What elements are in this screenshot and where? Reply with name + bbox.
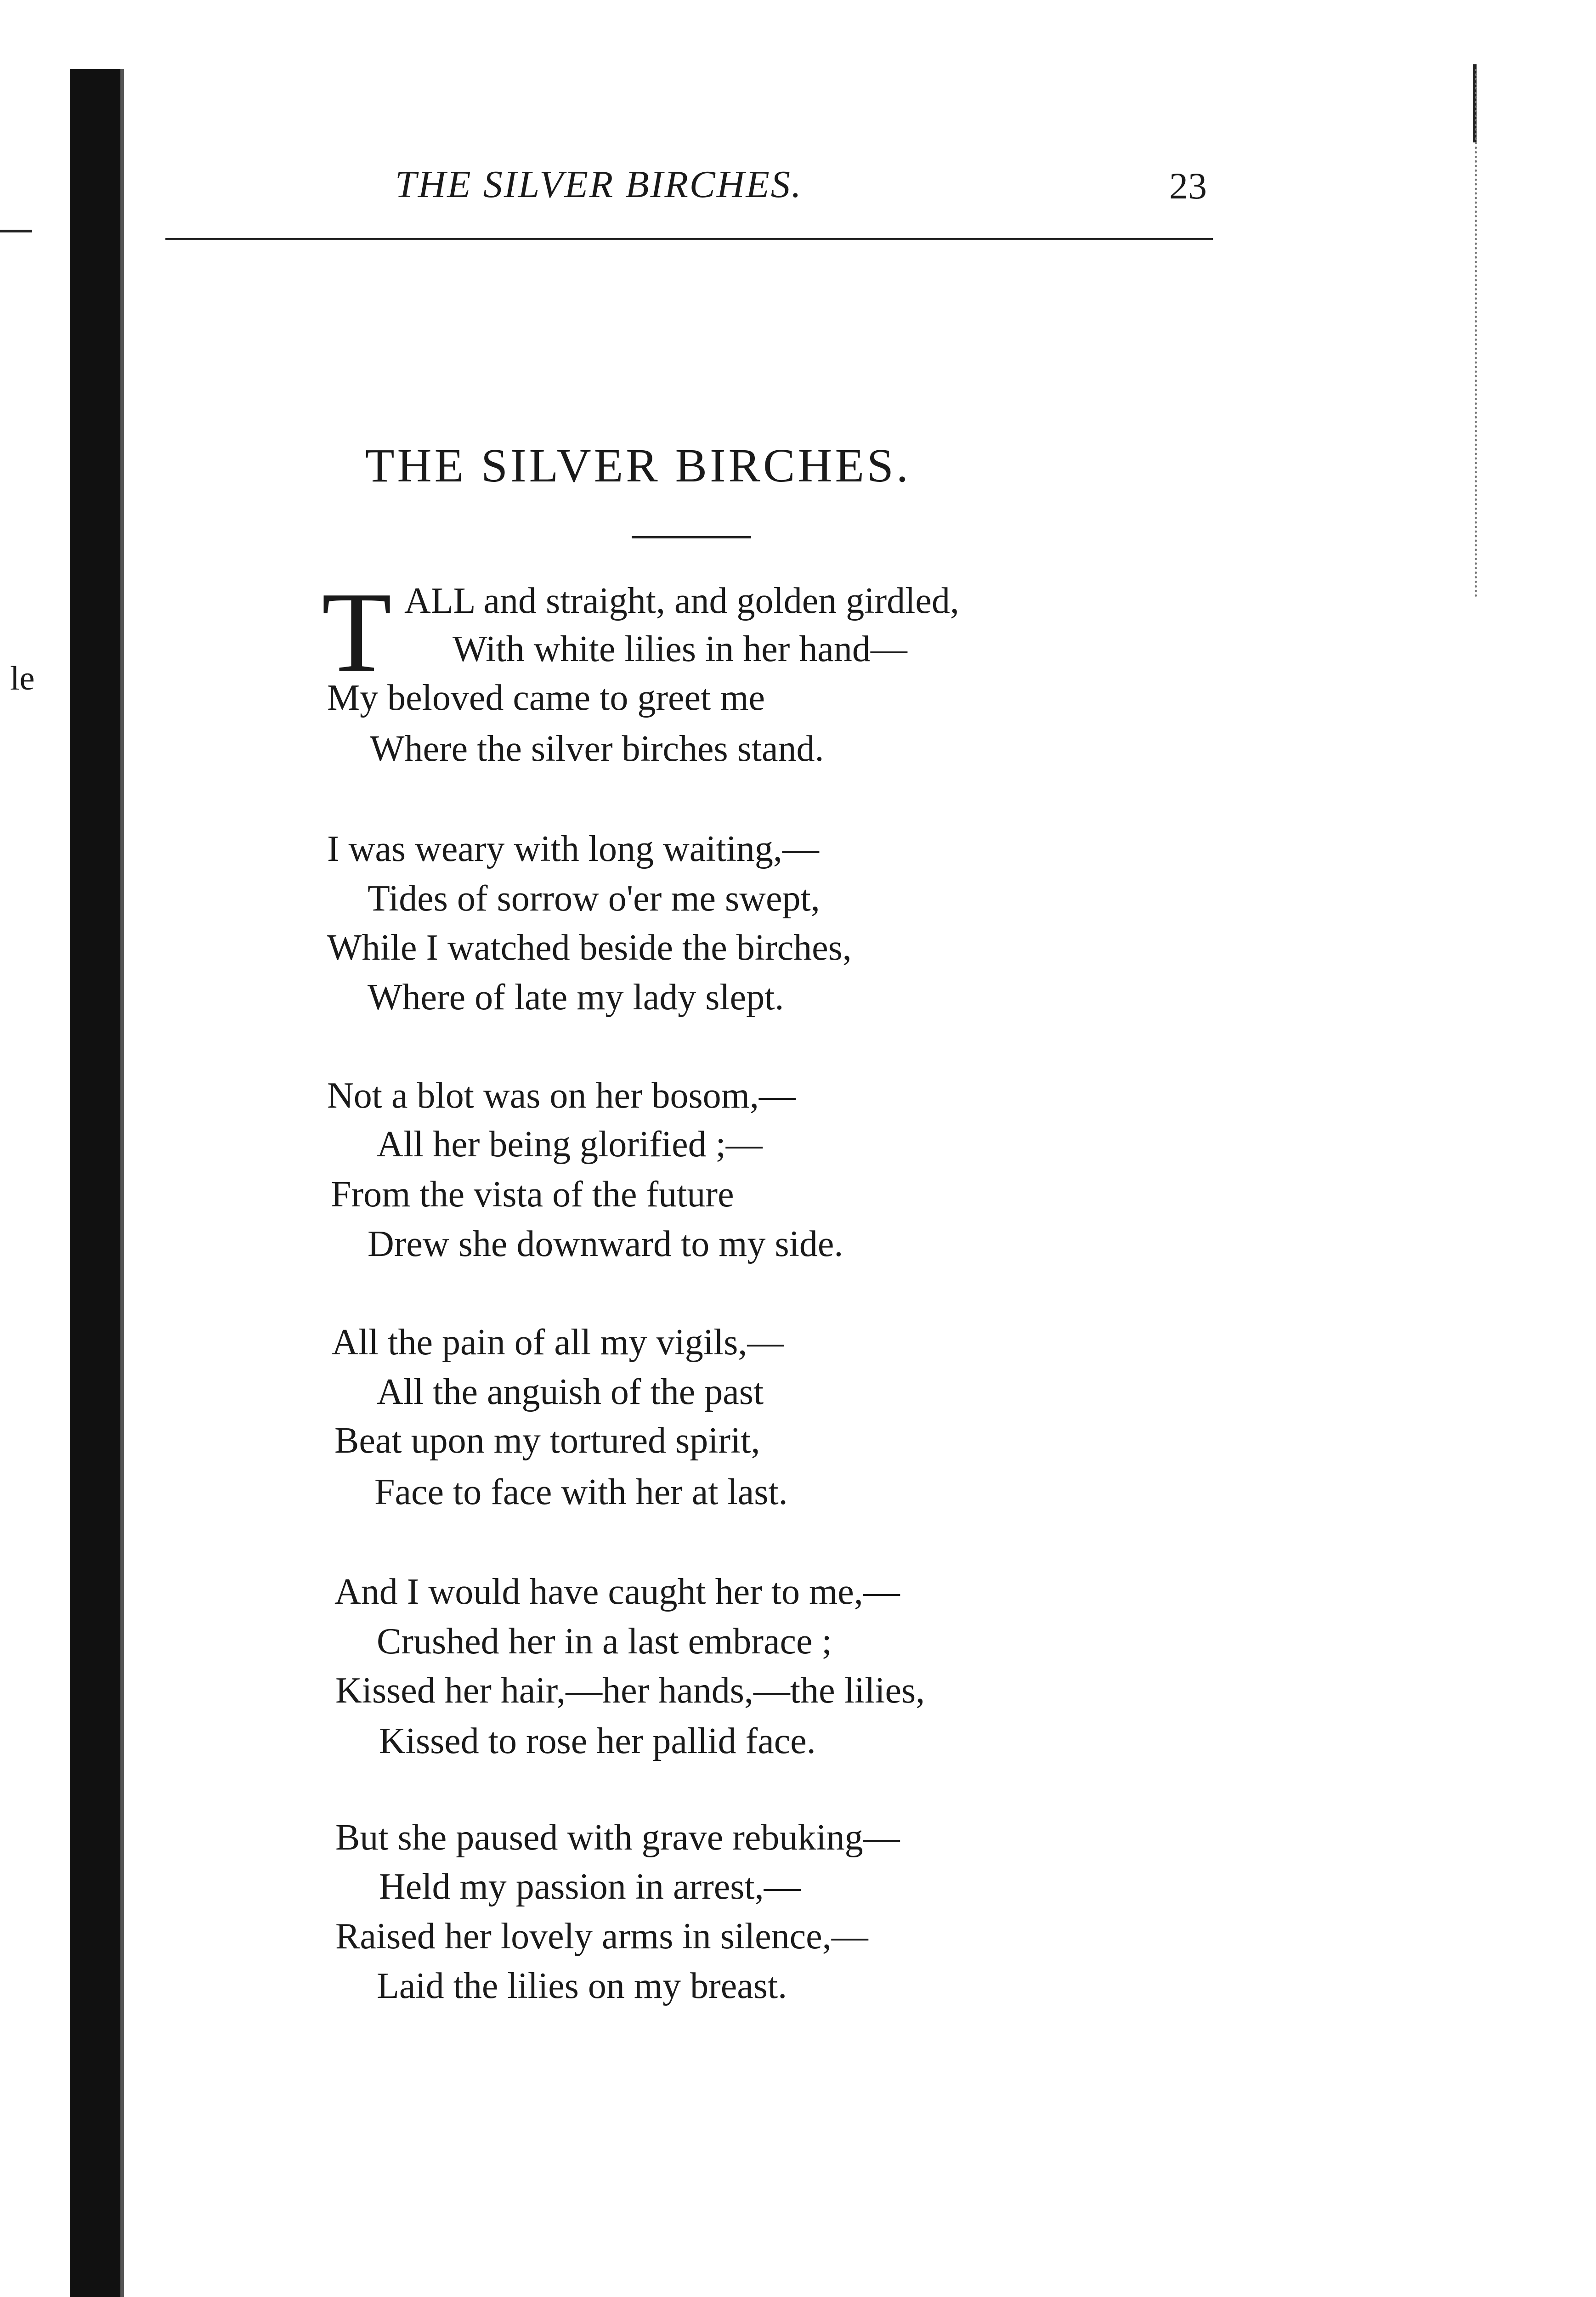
- poem-line: With white lilies in her hand—: [453, 629, 907, 669]
- right-page-edge: [1475, 69, 1477, 597]
- page-number: 23: [1169, 165, 1207, 207]
- poem-line: All the pain of all my vigils,—: [332, 1322, 784, 1363]
- poem-line: And I would have caught her to me,—: [334, 1572, 900, 1612]
- poem-line: Face to face with her at last.: [374, 1472, 788, 1512]
- header-rule: [165, 238, 1213, 240]
- poem-line: My beloved came to greet me: [327, 678, 765, 718]
- poem-line: All the anguish of the past: [377, 1372, 764, 1412]
- poem-line: Crushed her in a last embrace ;: [377, 1621, 832, 1662]
- poem-line: Held my passion in arrest,—: [379, 1867, 801, 1907]
- binding-bar-edge: [120, 69, 124, 2297]
- running-head: THE SILVER BIRCHES.: [395, 163, 803, 206]
- poem-line: Where of late my lady slept.: [368, 977, 784, 1018]
- poem-line: Raised her lovely arms in silence,—: [335, 1916, 868, 1957]
- poem-line: Not a blot was on her bosom,—: [327, 1075, 796, 1116]
- title-rule: [632, 536, 751, 538]
- poem-line: Drew she downward to my side.: [368, 1224, 843, 1264]
- poem-line: Where the silver birches stand.: [370, 729, 824, 769]
- poem-line: Laid the lilies on my breast.: [377, 1966, 787, 2006]
- poem-line: From the vista of the future: [331, 1174, 734, 1215]
- poem-line: All her being glorified ;—: [377, 1124, 763, 1165]
- margin-dash: [0, 230, 32, 232]
- poem-title: THE SILVER BIRCHES.: [365, 439, 911, 492]
- poem-line: Beat upon my tortured spirit,: [334, 1420, 760, 1461]
- poem-line: But she paused with grave rebuking—: [335, 1817, 900, 1858]
- poem-line: Kissed to rose her pallid face.: [379, 1721, 816, 1761]
- poem-line: Kissed her hair,—her hands,—the lilies,: [335, 1670, 925, 1711]
- poem-line: Tides of sorrow o'er me swept,: [368, 878, 820, 919]
- margin-text-fragment: le: [10, 660, 35, 697]
- drop-cap: T: [322, 569, 392, 696]
- poem-line: ALL and straight, and golden girdled,: [404, 581, 959, 621]
- poem-line: I was weary with long waiting,—: [327, 829, 819, 869]
- binding-bar: [70, 69, 120, 2297]
- poem-line: While I watched beside the birches,: [327, 928, 852, 968]
